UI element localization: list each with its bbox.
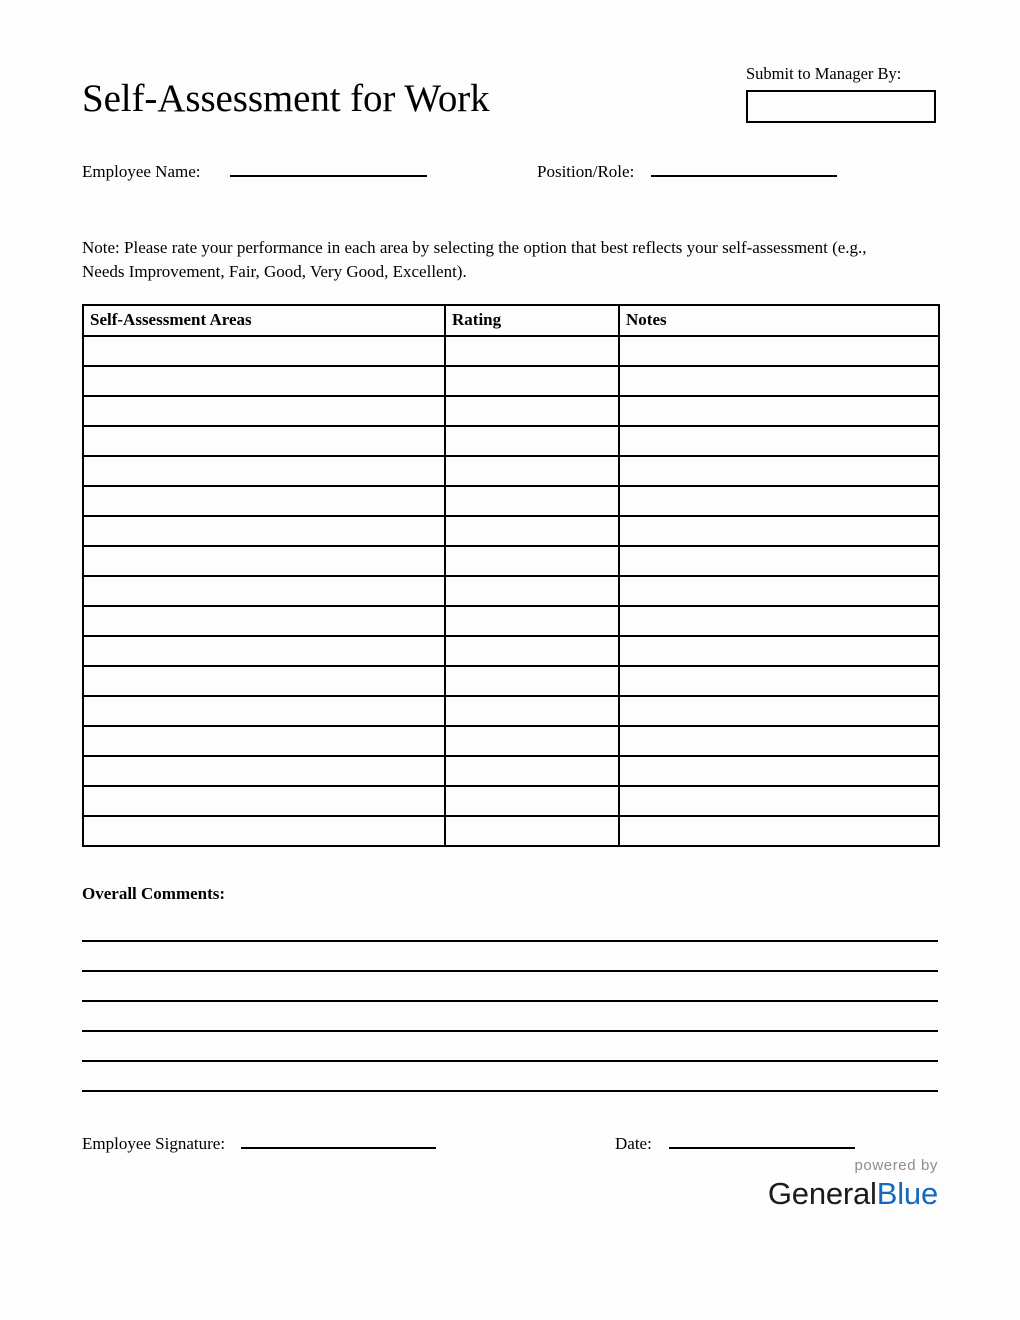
table-cell-area[interactable] [83,696,445,726]
table-cell-notes[interactable] [619,516,939,546]
table-cell-area[interactable] [83,396,445,426]
table-cell-area[interactable] [83,606,445,636]
table-cell-rating[interactable] [445,726,619,756]
column-header-areas: Self-Assessment Areas [83,305,445,336]
table-cell-area[interactable] [83,726,445,756]
table-cell-notes[interactable] [619,726,939,756]
table-row [83,396,939,426]
table-body [83,336,939,846]
employee-name-input[interactable] [230,155,427,177]
signature-date-field [615,1127,855,1153]
self-assessment-table [82,304,940,847]
table-header [83,305,939,336]
table-cell-notes[interactable] [619,786,939,816]
table-cell-notes[interactable] [619,426,939,456]
table-cell-notes[interactable] [619,396,939,426]
table-cell-rating[interactable] [445,396,619,426]
table-cell-area[interactable] [83,636,445,666]
table-row [83,516,939,546]
table-row [83,426,939,456]
column-header-notes: Notes [619,305,939,336]
table-cell-area[interactable] [83,456,445,486]
table-row [83,756,939,786]
page-title: Self-Assessment for Work [82,77,490,121]
table-cell-notes[interactable] [619,546,939,576]
overall-comments-lines [82,912,938,1092]
comment-line[interactable] [82,942,938,972]
generalblue-logo [752,1158,938,1211]
table-cell-rating[interactable] [445,696,619,726]
comment-line[interactable] [82,1062,938,1092]
table-cell-rating[interactable] [445,336,619,366]
table-cell-rating[interactable] [445,786,619,816]
table-row [83,486,939,516]
table-row [83,666,939,696]
table-cell-rating[interactable] [445,366,619,396]
table-cell-notes[interactable] [619,816,939,846]
signature-field-row [82,1127,938,1153]
table-cell-notes[interactable] [619,666,939,696]
table-cell-rating[interactable] [445,456,619,486]
submit-to-manager-block [746,64,938,123]
table-cell-area[interactable] [83,786,445,816]
table-cell-notes[interactable] [619,576,939,606]
table-row [83,696,939,726]
employee-signature-field [82,1127,436,1153]
table-cell-area[interactable] [83,546,445,576]
comment-line[interactable] [82,912,938,942]
employee-name-label: Employee Name: [82,162,201,181]
table-row [83,816,939,846]
table-row [83,546,939,576]
table-cell-rating[interactable] [445,636,619,666]
table-cell-area[interactable] [83,756,445,786]
table-cell-notes[interactable] [619,486,939,516]
table-cell-area[interactable] [83,426,445,456]
table-cell-notes[interactable] [619,606,939,636]
table-cell-notes[interactable] [619,366,939,396]
table-cell-notes[interactable] [619,696,939,726]
table-row [83,786,939,816]
table-cell-rating[interactable] [445,546,619,576]
table-cell-area[interactable] [83,516,445,546]
comment-line[interactable] [82,1032,938,1062]
table-cell-notes[interactable] [619,456,939,486]
brand-name [752,1177,938,1211]
table-cell-rating[interactable] [445,426,619,456]
brand-name-general: General [767,1175,877,1211]
column-header-rating: Rating [445,305,619,336]
table-cell-rating[interactable] [445,486,619,516]
table-cell-rating[interactable] [445,606,619,636]
signature-date-label: Date: [615,1134,652,1153]
table-cell-area[interactable] [83,816,445,846]
document-sheet [82,0,938,1320]
submit-to-manager-label: Submit to Manager By: [746,64,902,83]
table-cell-notes[interactable] [619,336,939,366]
table-cell-rating[interactable] [445,516,619,546]
table-cell-notes[interactable] [619,636,939,666]
table-cell-area[interactable] [83,486,445,516]
employee-name-field [82,155,427,181]
submit-to-manager-date-box[interactable] [746,90,936,123]
table-cell-area[interactable] [83,576,445,606]
table-row [83,336,939,366]
table-cell-notes[interactable] [619,756,939,786]
table-cell-area[interactable] [83,666,445,696]
employee-signature-input[interactable] [241,1127,436,1149]
overall-comments-heading: Overall Comments: [82,884,226,903]
instructions-note: Note: Please rate your performance in each area by selecting the option that best reflects your self-assessment (e.g., Needs Improvement, Fair, Good, Very Good, Excellent). [82,238,867,282]
table-cell-rating[interactable] [445,756,619,786]
table-cell-area[interactable] [83,366,445,396]
table-cell-rating[interactable] [445,666,619,696]
comment-line[interactable] [82,1002,938,1032]
table-row [83,366,939,396]
position-role-label: Position/Role: [537,162,635,181]
table-row [83,636,939,666]
document-header [82,52,938,130]
position-role-field [537,155,837,181]
signature-date-input[interactable] [669,1127,855,1149]
table-header-row [83,305,939,336]
table-row [83,576,939,606]
table-row [83,606,939,636]
employee-signature-label: Employee Signature: [82,1134,226,1153]
identity-field-row [82,155,938,181]
table-cell-area[interactable] [83,336,445,366]
position-role-input[interactable] [651,155,837,177]
table-cell-rating[interactable] [445,576,619,606]
table-row [83,726,939,756]
table-cell-rating[interactable] [445,816,619,846]
brand-name-blue: Blue [876,1175,938,1211]
table-row [83,456,939,486]
comment-line[interactable] [82,972,938,1002]
powered-by-label: powered by [854,1157,938,1174]
